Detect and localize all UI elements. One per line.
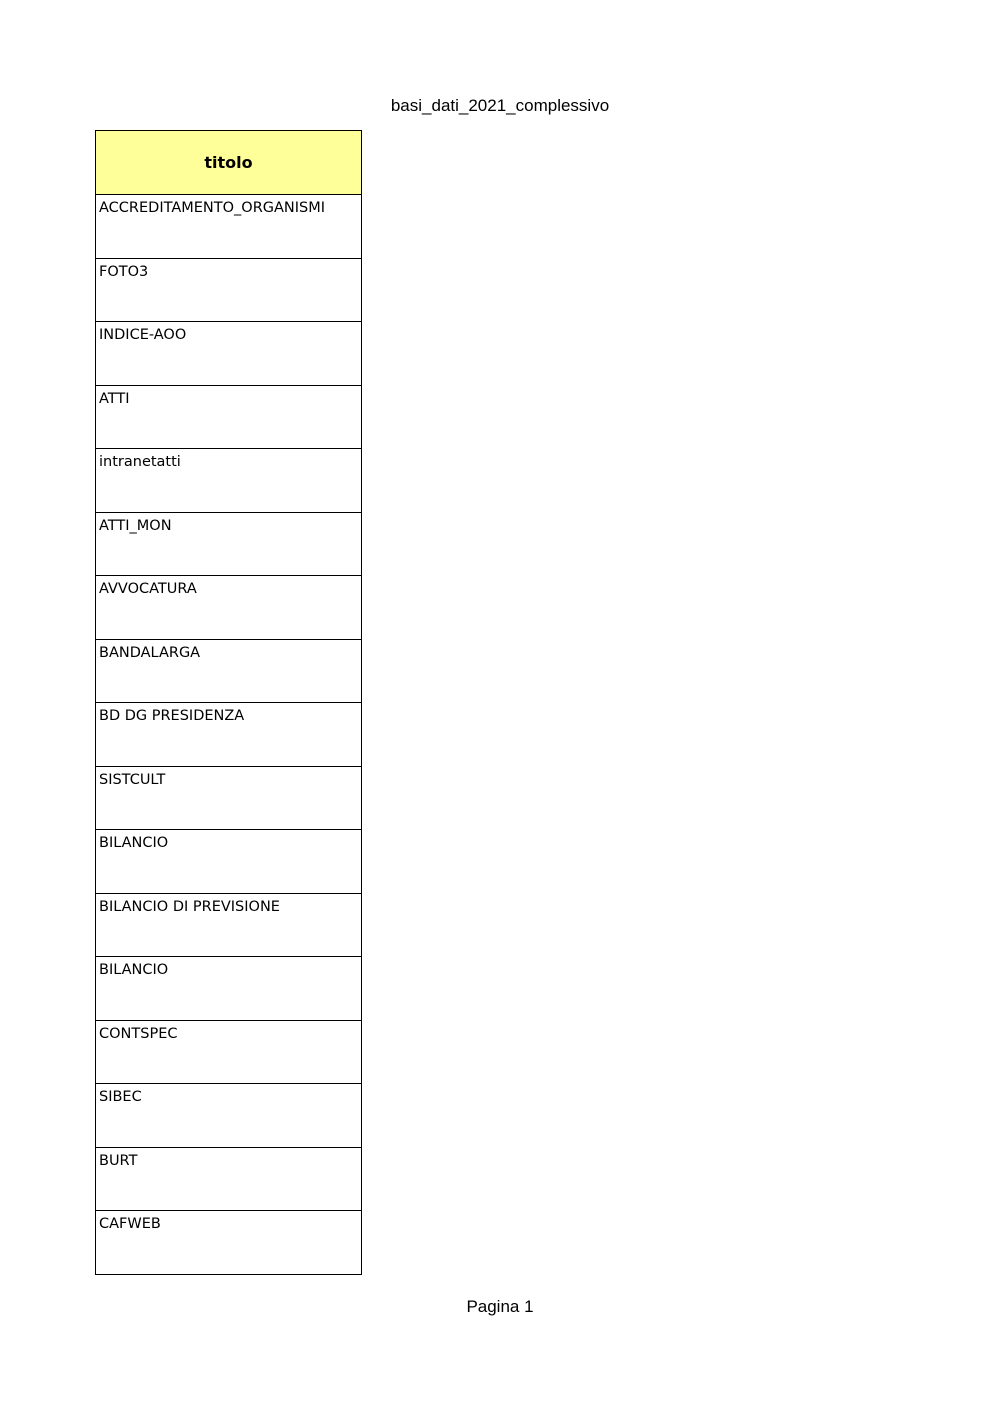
table-row	[96, 957, 362, 1021]
table-row	[96, 893, 362, 957]
table-cell: BURT	[96, 1147, 362, 1211]
table-cell: SISTCULT	[96, 766, 362, 830]
table-cell: BILANCIO	[96, 830, 362, 894]
table-row	[96, 703, 362, 767]
table-row	[96, 576, 362, 640]
table-row	[96, 830, 362, 894]
table-row	[96, 322, 362, 386]
table-row	[96, 766, 362, 830]
table-cell: SIBEC	[96, 1084, 362, 1148]
table-cell: INDICE-AOO	[96, 322, 362, 386]
table-row	[96, 1020, 362, 1084]
table-body	[96, 195, 362, 1275]
page-number: Pagina 1	[466, 1297, 534, 1316]
table-row	[96, 449, 362, 513]
table-row	[96, 1211, 362, 1275]
table-row	[96, 639, 362, 703]
column-header-titolo: titolo	[96, 131, 362, 195]
table-cell: intranetatti	[96, 449, 362, 513]
table-row	[96, 258, 362, 322]
table-cell: FOTO3	[96, 258, 362, 322]
table-row	[96, 1084, 362, 1148]
table-cell: BANDALARGA	[96, 639, 362, 703]
table-row	[96, 512, 362, 576]
table-row	[96, 385, 362, 449]
table-cell: BD DG PRESIDENZA	[96, 703, 362, 767]
page-title: basi_dati_2021_complessivo	[390, 96, 610, 115]
table-cell: ATTI_MON	[96, 512, 362, 576]
table-cell: AVVOCATURA	[96, 576, 362, 640]
table-cell: CAFWEB	[96, 1211, 362, 1275]
table-head	[96, 131, 362, 195]
table-cell: CONTSPEC	[96, 1020, 362, 1084]
header-row	[96, 131, 362, 195]
table-cell: ACCREDITAMENTO_ORGANISMI	[96, 195, 362, 259]
table-row	[96, 195, 362, 259]
data-table	[95, 130, 362, 1275]
table-cell: BILANCIO	[96, 957, 362, 1021]
table-cell: BILANCIO DI PREVISIONE	[96, 893, 362, 957]
table-cell: ATTI	[96, 385, 362, 449]
table-row	[96, 1147, 362, 1211]
